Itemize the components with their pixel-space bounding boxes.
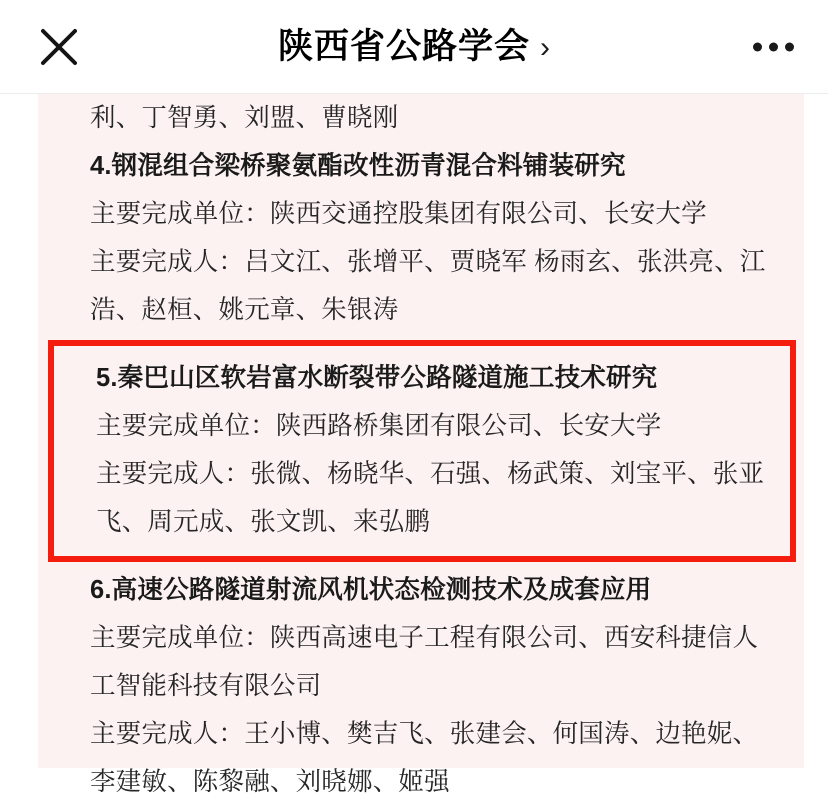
award-item-people-line-1: 主要完成人：王小博、樊吉飞、张建会、何国涛、边艳妮、 [90,720,759,748]
more-options-icon[interactable] [753,42,794,51]
more-dot-1 [753,42,762,51]
award-item-title: 5.秦巴山区软岩富水断裂带公路隧道施工技术研究 [96,364,658,392]
page-right-margin [804,94,828,768]
award-item-people-line-1: 主要完成人：吕文江、张增平、贾晓军 杨雨玄、张洪亮、江 [90,248,766,276]
award-item-units: 主要完成单位：陕西路桥集团有限公司、长安大学 [96,412,662,440]
article-line-continued: 利、丁智勇、刘盟、曹晓刚 [90,104,399,132]
award-item-4 [38,142,804,334]
more-dot-3 [785,42,794,51]
page-title: 陕西省公路学会 [277,27,530,66]
close-icon[interactable] [36,24,82,70]
award-item-6 [38,566,804,806]
award-item-people-line-2: 李建敏、陈黎融、刘晓娜、姬强 [90,768,450,796]
award-item-people-line-1: 主要完成人：张微、杨晓华、石强、杨武策、刘宝平、张亚 [96,460,765,488]
award-item-title: 6.高速公路隧道射流风机状态检测技术及成套应用 [90,576,652,604]
award-item-title: 4.钢混组合梁桥聚氨酯改性沥青混合料铺装研究 [90,152,626,180]
award-item-units: 主要完成单位：陕西交通控股集团有限公司、长安大学 [90,200,707,228]
article-content[interactable] [0,94,828,796]
award-item-units-line-1: 主要完成单位：陕西高速电子工程有限公司、西安科捷信人 [90,624,759,652]
award-item-people-line-2: 飞、周元成、张文凯、来弘鹏 [96,508,431,536]
award-item-people-line-2: 浩、赵桓、姚元章、朱银涛 [90,296,399,324]
page-left-margin [0,94,38,768]
navigation-bar [0,0,828,94]
document-body [38,94,804,796]
award-item-units-line-2: 工智能科技有限公司 [90,672,322,700]
chevron-right-icon: › [540,30,550,64]
more-dot-2 [769,42,778,51]
account-title-button[interactable] [278,29,550,64]
award-item-5-highlight-box [48,340,796,562]
